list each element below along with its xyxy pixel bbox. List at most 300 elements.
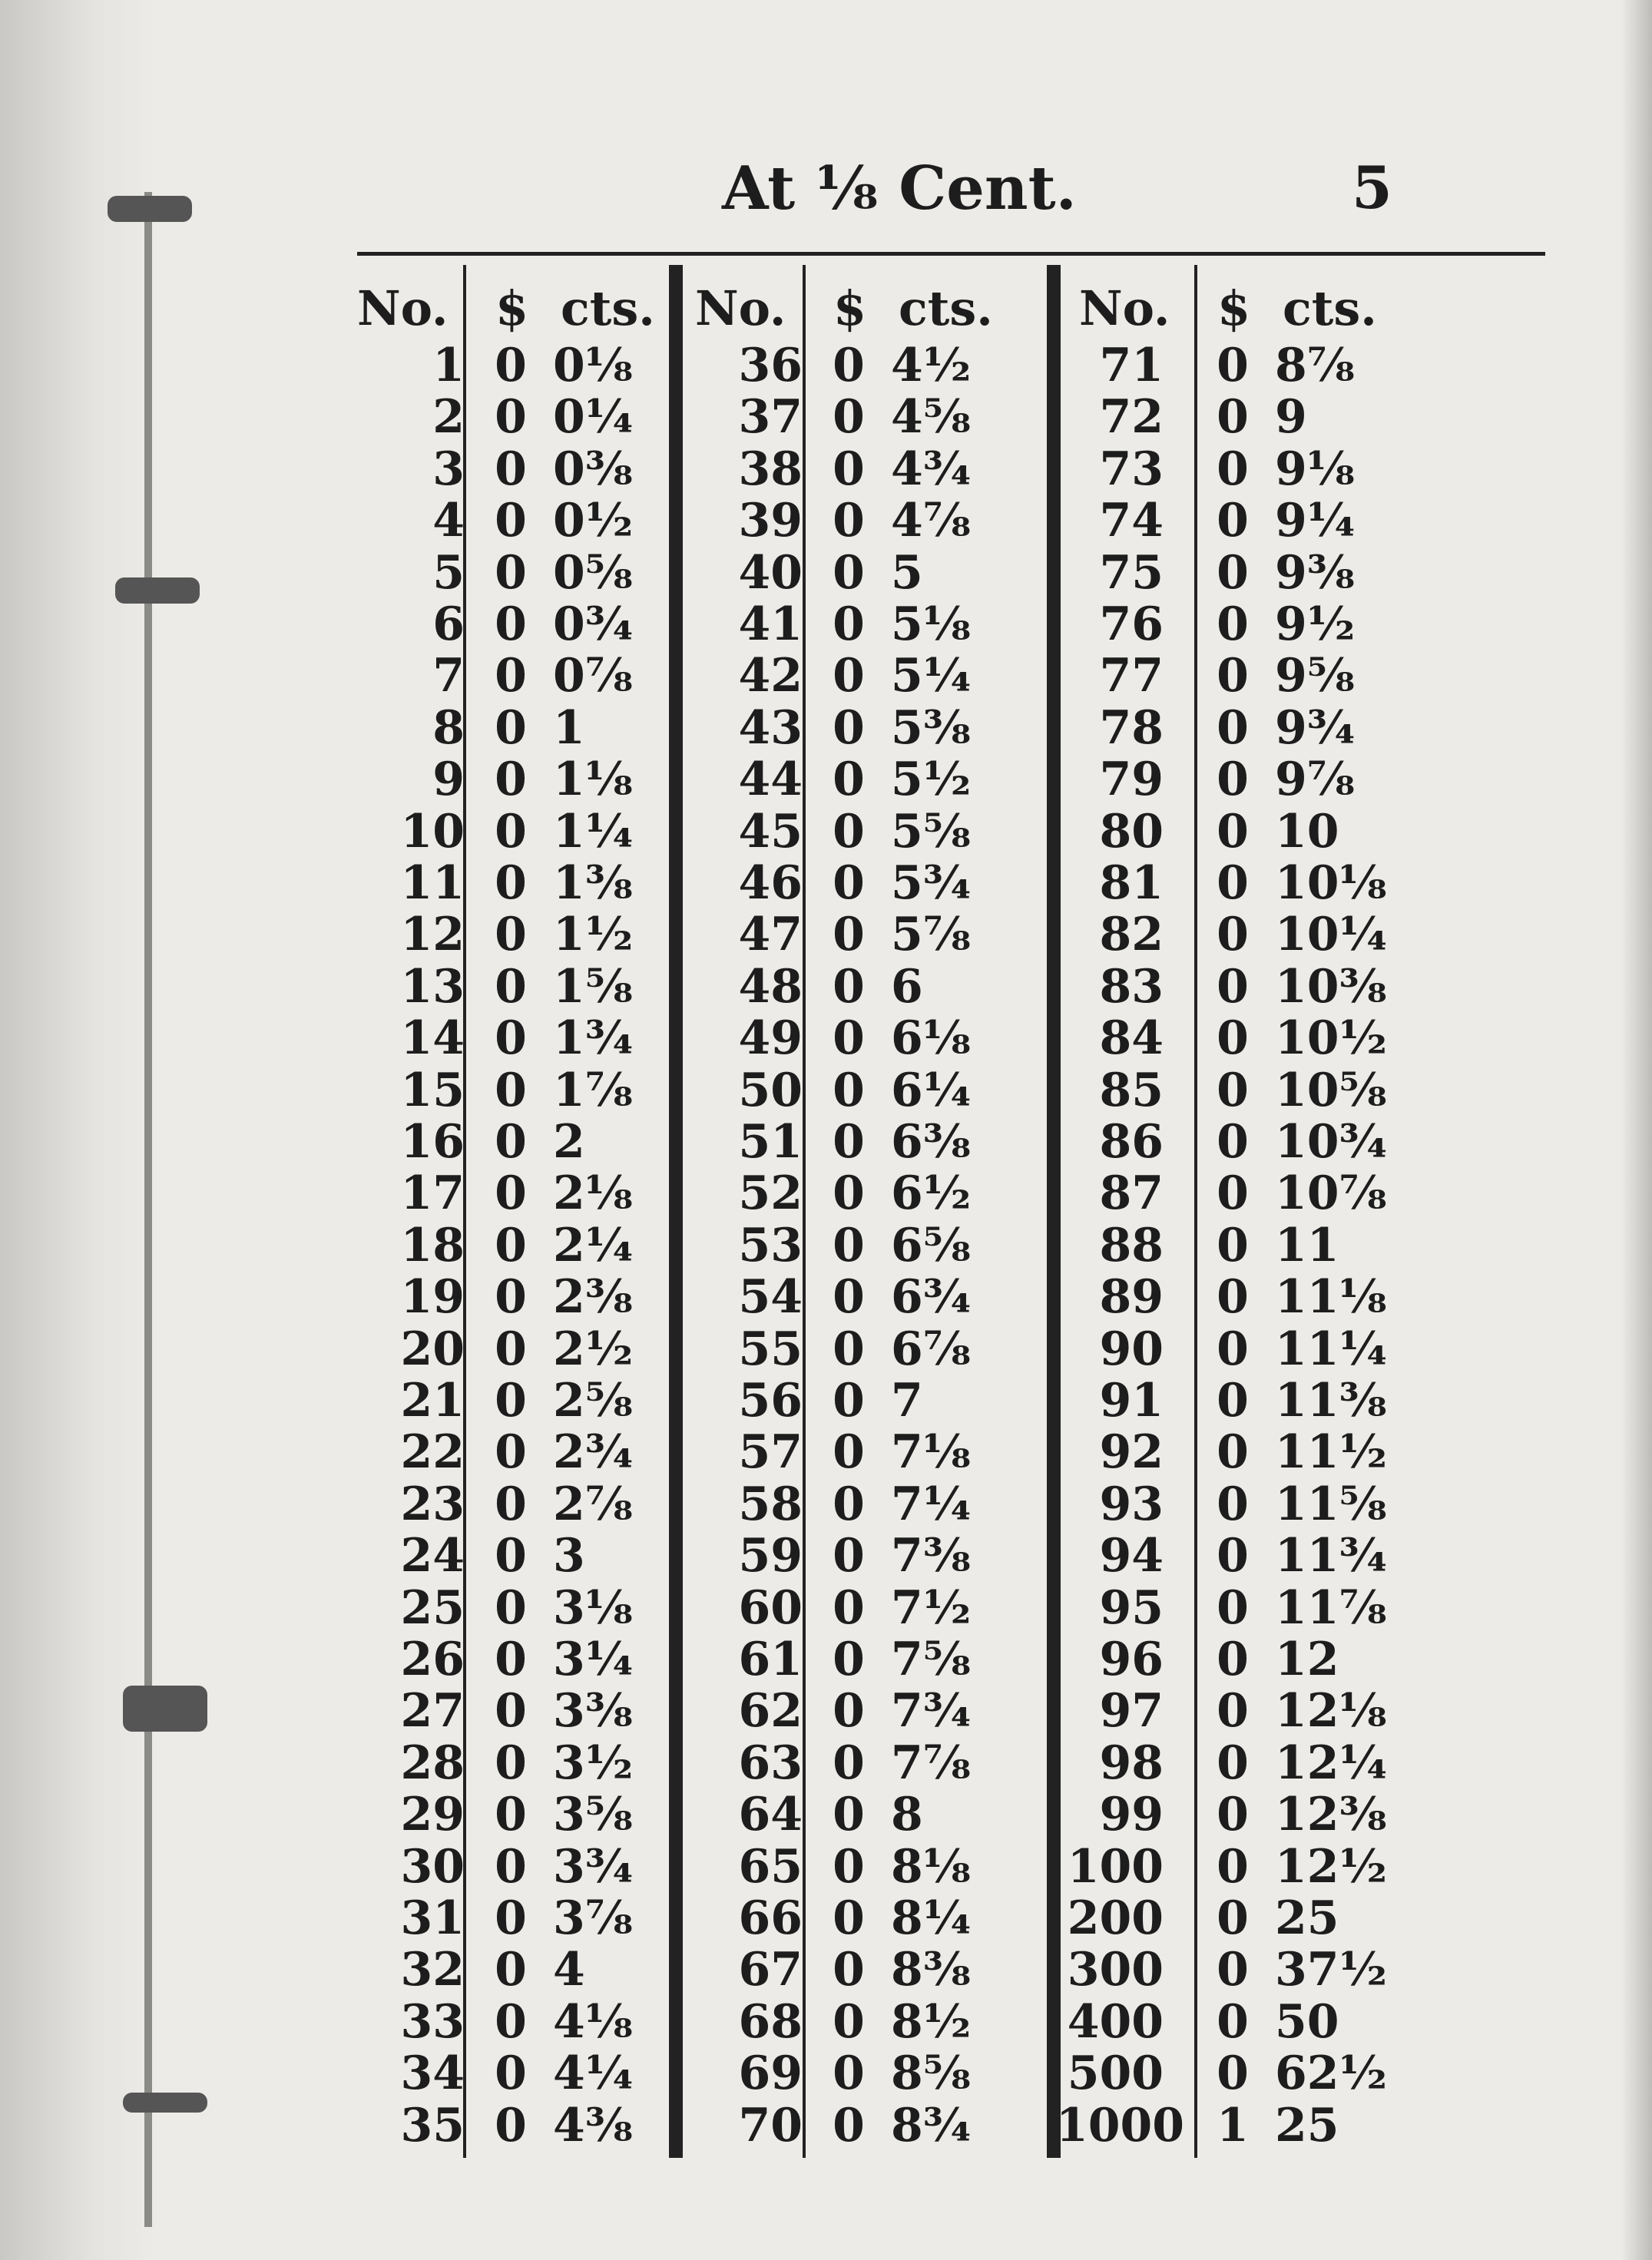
dollars-cell: 0 bbox=[495, 1218, 527, 1272]
table-row bbox=[357, 1479, 1545, 1530]
quantity-cell: 13 bbox=[400, 959, 465, 1014]
cents-cell: 25 bbox=[1275, 1891, 1339, 1945]
dollars-cell: 0 bbox=[833, 700, 865, 755]
dollars-cell: 0 bbox=[495, 1425, 527, 1480]
dollars-cell: 0 bbox=[1217, 1839, 1249, 1894]
cents-cell: 2⅛ bbox=[553, 1166, 633, 1221]
quantity-cell: 93 bbox=[1099, 1477, 1164, 1531]
quantity-cell: 54 bbox=[738, 1270, 803, 1325]
cents-cell: 10⅝ bbox=[1275, 1063, 1387, 1117]
cents-cell: 12 bbox=[1275, 1633, 1339, 1686]
cents-cell: 10 bbox=[1275, 804, 1339, 859]
dollars-cell: 0 bbox=[1217, 1374, 1249, 1428]
cents-cell: 62½ bbox=[1275, 2047, 1388, 2101]
cents-cell: 9⅞ bbox=[1275, 753, 1355, 807]
book-page bbox=[154, 0, 1621, 2260]
cents-cell: 3 bbox=[553, 1529, 585, 1583]
dollars-cell: 0 bbox=[495, 1477, 527, 1531]
cents-cell: 7½ bbox=[891, 1580, 972, 1635]
cents-cell: 0⅜ bbox=[553, 442, 633, 496]
table-row bbox=[357, 1634, 1545, 1686]
header-rule bbox=[357, 252, 1545, 256]
table-row bbox=[357, 1324, 1545, 1375]
cents-cell: 1⅝ bbox=[553, 959, 633, 1014]
dollars-cell: 0 bbox=[833, 1684, 865, 1739]
quantity-cell: 62 bbox=[738, 1684, 803, 1739]
cents-cell: 2⅜ bbox=[553, 1270, 633, 1325]
cents-cell: 9⅜ bbox=[1275, 545, 1355, 600]
cents-cell: 9⅛ bbox=[1275, 442, 1355, 496]
quantity-cell: 47 bbox=[738, 908, 803, 962]
quantity-cell: 95 bbox=[1099, 1580, 1164, 1635]
table-row bbox=[357, 1117, 1545, 1168]
cents-cell: 6⅞ bbox=[891, 1322, 971, 1376]
quantity-cell: 1 bbox=[432, 339, 465, 392]
dollars-cell: 0 bbox=[1217, 1891, 1249, 1945]
header-dollars: $ bbox=[495, 280, 529, 336]
dollars-cell: 0 bbox=[1217, 1322, 1249, 1376]
dollars-cell: 0 bbox=[833, 1529, 865, 1583]
quantity-cell: 82 bbox=[1099, 908, 1164, 962]
quantity-cell: 94 bbox=[1099, 1529, 1164, 1583]
table-row bbox=[357, 1530, 1545, 1582]
quantity-cell: 52 bbox=[738, 1166, 803, 1221]
table-row bbox=[357, 1065, 1545, 1117]
dollars-cell: 0 bbox=[833, 1580, 865, 1635]
dollars-cell: 0 bbox=[495, 1374, 527, 1428]
dollars-cell: 0 bbox=[833, 1943, 865, 1997]
dollars-cell: 0 bbox=[1217, 1166, 1249, 1221]
cents-cell: 3¾ bbox=[553, 1839, 634, 1894]
cents-cell: 8¾ bbox=[891, 2098, 972, 2152]
cents-cell: 2¾ bbox=[553, 1425, 634, 1480]
cents-cell: 12⅛ bbox=[1275, 1684, 1387, 1739]
cents-cell: 8⅛ bbox=[891, 1839, 971, 1894]
quantity-cell: 45 bbox=[738, 804, 803, 859]
dollars-cell: 0 bbox=[833, 1322, 865, 1376]
cents-cell: 2⅞ bbox=[553, 1477, 633, 1531]
dollars-cell: 0 bbox=[1217, 597, 1249, 651]
cents-cell: 11⅜ bbox=[1275, 1374, 1387, 1428]
cents-cell: 3½ bbox=[553, 1736, 634, 1790]
cents-cell: 11⅝ bbox=[1275, 1477, 1387, 1531]
dollars-cell: 0 bbox=[833, 1736, 865, 1790]
dollars-cell: 1 bbox=[1217, 2098, 1249, 2152]
dollars-cell: 0 bbox=[1217, 908, 1249, 962]
dollars-cell: 0 bbox=[833, 339, 865, 392]
quantity-cell: 19 bbox=[400, 1270, 465, 1325]
cents-cell: 9⅝ bbox=[1275, 649, 1355, 703]
header-cents: cts. bbox=[561, 280, 655, 336]
book-binding bbox=[0, 0, 154, 2260]
page-header bbox=[154, 154, 1390, 223]
table-row bbox=[357, 1893, 1545, 1944]
quantity-cell: 97 bbox=[1099, 1684, 1164, 1739]
quantity-cell: 55 bbox=[738, 1322, 803, 1376]
header-cents: cts. bbox=[1283, 280, 1377, 336]
dollars-cell: 0 bbox=[1217, 1788, 1249, 1842]
cents-cell: 6½ bbox=[891, 1166, 972, 1221]
dollars-cell: 0 bbox=[495, 1166, 527, 1221]
quantity-cell: 46 bbox=[738, 856, 803, 910]
dollars-cell: 0 bbox=[1217, 700, 1249, 755]
table-row bbox=[357, 1168, 1545, 1219]
dollars-cell: 0 bbox=[833, 1218, 865, 1272]
cents-cell: 8¼ bbox=[891, 1891, 972, 1945]
page-number: 5 bbox=[1352, 154, 1392, 222]
dollars-cell: 0 bbox=[495, 649, 527, 703]
quantity-cell: 40 bbox=[738, 545, 803, 600]
quantity-cell: 42 bbox=[738, 649, 803, 703]
cents-cell: 1½ bbox=[553, 908, 634, 962]
dollars-cell: 0 bbox=[495, 804, 527, 859]
quantity-cell: 500 bbox=[1067, 2047, 1164, 2101]
quantity-cell: 86 bbox=[1099, 1115, 1164, 1169]
cents-cell: 3⅜ bbox=[553, 1684, 633, 1739]
page-title: At ⅛ Cent. bbox=[722, 154, 1077, 223]
table-row bbox=[357, 1580, 1545, 1635]
quantity-cell: 50 bbox=[738, 1063, 803, 1117]
dollars-cell: 0 bbox=[495, 2047, 527, 2101]
dollars-cell: 0 bbox=[495, 1994, 527, 2049]
cents-cell: 4¾ bbox=[891, 442, 972, 496]
dollars-cell: 0 bbox=[833, 1994, 865, 2049]
cents-cell: 3⅞ bbox=[553, 1891, 633, 1945]
quantity-cell: 30 bbox=[400, 1839, 465, 1894]
quantity-cell: 9 bbox=[432, 753, 465, 807]
quantity-cell: 67 bbox=[738, 1943, 803, 1997]
cents-cell: 2⅝ bbox=[553, 1374, 633, 1428]
quantity-cell: 70 bbox=[738, 2098, 803, 2152]
cents-cell: 10¾ bbox=[1275, 1115, 1388, 1169]
header-no: No. bbox=[695, 280, 786, 336]
dollars-cell: 0 bbox=[1217, 753, 1249, 807]
quantity-cell: 69 bbox=[738, 2047, 803, 2101]
cents-cell: 2½ bbox=[553, 1322, 634, 1376]
quantity-cell: 56 bbox=[738, 1374, 803, 1428]
quantity-cell: 21 bbox=[400, 1374, 465, 1428]
cents-cell: 8⅞ bbox=[1275, 339, 1355, 392]
binding-thread bbox=[144, 192, 152, 2227]
quantity-cell: 23 bbox=[400, 1477, 465, 1531]
quantity-cell: 400 bbox=[1067, 1994, 1164, 2049]
dollars-cell: 0 bbox=[833, 1788, 865, 1842]
dollars-cell: 0 bbox=[495, 2098, 527, 2152]
quantity-cell: 53 bbox=[738, 1218, 803, 1272]
dollars-cell: 0 bbox=[1217, 494, 1249, 548]
dollars-cell: 0 bbox=[1217, 1529, 1249, 1583]
cents-cell: 12¼ bbox=[1275, 1736, 1388, 1790]
dollars-cell: 0 bbox=[495, 597, 527, 651]
cents-cell: 0⅞ bbox=[553, 649, 633, 703]
cents-cell: 5⅜ bbox=[891, 700, 971, 755]
dollars-cell: 0 bbox=[1217, 804, 1249, 859]
cents-cell: 4⅛ bbox=[553, 1994, 633, 2049]
dollars-cell: 0 bbox=[1217, 856, 1249, 910]
table-row bbox=[357, 650, 1545, 702]
quantity-cell: 20 bbox=[400, 1322, 465, 1376]
quantity-cell: 58 bbox=[738, 1477, 803, 1531]
quantity-cell: 98 bbox=[1099, 1736, 1164, 1790]
cents-cell: 12½ bbox=[1275, 1839, 1388, 1894]
cents-cell: 5⅛ bbox=[891, 597, 971, 651]
quantity-cell: 16 bbox=[400, 1115, 465, 1169]
quantity-cell: 7 bbox=[432, 649, 465, 703]
table-row bbox=[357, 495, 1545, 547]
quantity-cell: 85 bbox=[1099, 1063, 1164, 1117]
cents-cell: 6¾ bbox=[891, 1270, 972, 1325]
cents-cell: 4 bbox=[553, 1943, 585, 1997]
quantity-cell: 60 bbox=[738, 1580, 803, 1635]
dollars-cell: 0 bbox=[495, 1633, 527, 1686]
cents-cell: 10½ bbox=[1275, 1011, 1388, 1066]
dollars-cell: 0 bbox=[495, 390, 527, 445]
cents-cell: 3⅝ bbox=[553, 1788, 633, 1842]
quantity-cell: 39 bbox=[738, 494, 803, 548]
quantity-cell: 49 bbox=[738, 1011, 803, 1066]
table-row bbox=[357, 858, 1545, 909]
quantity-cell: 72 bbox=[1099, 390, 1164, 445]
header-dollars: $ bbox=[1217, 280, 1251, 336]
cents-cell: 10¼ bbox=[1275, 908, 1388, 962]
cents-cell: 8⅝ bbox=[891, 2047, 971, 2101]
dollars-cell: 0 bbox=[1217, 1736, 1249, 1790]
quantity-cell: 27 bbox=[400, 1684, 465, 1739]
dollars-cell: 0 bbox=[833, 597, 865, 651]
quantity-cell: 26 bbox=[400, 1633, 465, 1686]
quantity-cell: 90 bbox=[1099, 1322, 1164, 1376]
header-dollars: $ bbox=[833, 280, 867, 336]
quantity-cell: 34 bbox=[400, 2047, 465, 2101]
quantity-cell: 100 bbox=[1067, 1839, 1164, 1894]
dollars-cell: 0 bbox=[1217, 1270, 1249, 1325]
quantity-cell: 74 bbox=[1099, 494, 1164, 548]
cents-cell: 0⅛ bbox=[553, 339, 633, 392]
dollars-cell: 0 bbox=[495, 1839, 527, 1894]
quantity-cell: 8 bbox=[432, 700, 465, 755]
cents-cell: 7 bbox=[891, 1374, 923, 1428]
quantity-cell: 24 bbox=[400, 1529, 465, 1583]
cents-cell: 5 bbox=[891, 545, 923, 600]
cents-cell: 6⅛ bbox=[891, 1011, 971, 1066]
cents-cell: 1⅛ bbox=[553, 753, 633, 807]
price-table bbox=[357, 265, 1545, 2162]
quantity-cell: 87 bbox=[1099, 1166, 1164, 1221]
dollars-cell: 0 bbox=[1217, 545, 1249, 600]
dollars-cell: 0 bbox=[833, 753, 865, 807]
quantity-cell: 48 bbox=[738, 959, 803, 1014]
cents-cell: 7¾ bbox=[891, 1684, 972, 1739]
dollars-cell: 0 bbox=[495, 1580, 527, 1635]
cents-cell: 9 bbox=[1275, 390, 1307, 445]
cents-cell: 3⅛ bbox=[553, 1580, 633, 1635]
quantity-cell: 66 bbox=[738, 1891, 803, 1945]
cents-cell: 7⅜ bbox=[891, 1529, 971, 1583]
quantity-cell: 63 bbox=[738, 1736, 803, 1790]
cents-cell: 1 bbox=[553, 700, 585, 755]
table-row bbox=[357, 2048, 1545, 2100]
cents-cell: 6 bbox=[891, 959, 923, 1014]
dollars-cell: 0 bbox=[1217, 339, 1249, 392]
dollars-cell: 0 bbox=[495, 700, 527, 755]
quantity-cell: 57 bbox=[738, 1425, 803, 1480]
dollars-cell: 0 bbox=[495, 1270, 527, 1325]
cents-cell: 10⅞ bbox=[1275, 1166, 1387, 1221]
table-row bbox=[357, 700, 1545, 755]
cents-cell: 11½ bbox=[1275, 1425, 1388, 1480]
cents-cell: 1¼ bbox=[553, 804, 634, 859]
table-row bbox=[357, 1789, 1545, 1841]
quantity-cell: 200 bbox=[1067, 1891, 1164, 1945]
cents-cell: 37½ bbox=[1275, 1943, 1388, 1997]
quantity-cell: 71 bbox=[1099, 339, 1164, 392]
quantity-cell: 36 bbox=[738, 339, 803, 392]
quantity-cell: 17 bbox=[400, 1166, 465, 1221]
cents-cell: 0¾ bbox=[553, 597, 634, 651]
table-row bbox=[357, 444, 1545, 495]
cents-cell: 1¾ bbox=[553, 1011, 634, 1066]
cents-cell: 0½ bbox=[553, 494, 634, 548]
dollars-cell: 0 bbox=[495, 1011, 527, 1066]
cents-cell: 5⅝ bbox=[891, 804, 971, 859]
quantity-cell: 3 bbox=[432, 442, 465, 496]
dollars-cell: 0 bbox=[495, 1788, 527, 1842]
cents-cell: 7⅞ bbox=[891, 1736, 971, 1790]
quantity-cell: 300 bbox=[1067, 1943, 1164, 1997]
dollars-cell: 0 bbox=[495, 494, 527, 548]
dollars-cell: 0 bbox=[833, 545, 865, 600]
cents-cell: 50 bbox=[1275, 1994, 1339, 2049]
quantity-cell: 37 bbox=[738, 390, 803, 445]
quantity-cell: 25 bbox=[400, 1580, 465, 1635]
cents-cell: 11 bbox=[1275, 1218, 1339, 1272]
dollars-cell: 0 bbox=[495, 1322, 527, 1376]
cents-cell: 9¾ bbox=[1275, 700, 1356, 755]
page-edge-shadow bbox=[1621, 0, 1652, 2260]
table-row bbox=[357, 754, 1545, 806]
table-row bbox=[357, 1738, 1545, 1789]
table-row bbox=[357, 1841, 1545, 1893]
dollars-cell: 0 bbox=[1217, 1115, 1249, 1169]
dollars-cell: 0 bbox=[833, 804, 865, 859]
dollars-cell: 0 bbox=[1217, 959, 1249, 1014]
quantity-cell: 10 bbox=[400, 804, 465, 859]
quantity-cell: 80 bbox=[1099, 804, 1164, 859]
cents-cell: 10⅛ bbox=[1275, 856, 1387, 910]
quantity-cell: 88 bbox=[1099, 1218, 1164, 1272]
cents-cell: 4⅞ bbox=[891, 494, 971, 548]
quantity-cell: 6 bbox=[432, 597, 465, 651]
quantity-cell: 91 bbox=[1099, 1374, 1164, 1428]
dollars-cell: 0 bbox=[495, 959, 527, 1014]
quantity-cell: 75 bbox=[1099, 545, 1164, 600]
dollars-cell: 0 bbox=[833, 2047, 865, 2101]
quantity-cell: 89 bbox=[1099, 1270, 1164, 1325]
quantity-cell: 92 bbox=[1099, 1425, 1164, 1480]
quantity-cell: 29 bbox=[400, 1788, 465, 1842]
cents-cell: 8 bbox=[891, 1788, 923, 1842]
cents-cell: 5¾ bbox=[891, 856, 972, 910]
cents-cell: 5¼ bbox=[891, 649, 972, 703]
cents-cell: 7¼ bbox=[891, 1477, 972, 1531]
quantity-cell: 61 bbox=[738, 1633, 803, 1686]
table-row bbox=[357, 1686, 1545, 1737]
dollars-cell: 0 bbox=[833, 442, 865, 496]
dollars-cell: 0 bbox=[495, 1063, 527, 1117]
dollars-cell: 0 bbox=[1217, 1580, 1249, 1635]
dollars-cell: 0 bbox=[833, 1374, 865, 1428]
dollars-cell: 0 bbox=[495, 339, 527, 392]
dollars-cell: 0 bbox=[495, 442, 527, 496]
cents-cell: 8½ bbox=[891, 1994, 972, 2049]
dollars-cell: 0 bbox=[833, 390, 865, 445]
quantity-cell: 76 bbox=[1099, 597, 1164, 651]
quantity-cell: 64 bbox=[738, 1788, 803, 1842]
quantity-cell: 18 bbox=[400, 1218, 465, 1272]
cents-cell: 8⅜ bbox=[891, 1943, 971, 1997]
table-row bbox=[357, 2100, 1545, 2152]
table-row bbox=[357, 1220, 1545, 1272]
quantity-cell: 22 bbox=[400, 1425, 465, 1480]
table-row bbox=[357, 545, 1545, 600]
header-cents: cts. bbox=[899, 280, 993, 336]
cents-cell: 1⅜ bbox=[553, 856, 633, 910]
cents-cell: 4¼ bbox=[553, 2047, 634, 2101]
cents-cell: 4½ bbox=[891, 339, 972, 392]
dollars-cell: 0 bbox=[833, 2098, 865, 2152]
quantity-cell: 32 bbox=[400, 1943, 465, 1997]
quantity-cell: 79 bbox=[1099, 753, 1164, 807]
dollars-cell: 0 bbox=[833, 494, 865, 548]
quantity-cell: 41 bbox=[738, 597, 803, 651]
dollars-cell: 0 bbox=[495, 1943, 527, 1997]
dollars-cell: 0 bbox=[1217, 1943, 1249, 1997]
table-row bbox=[357, 1994, 1545, 2049]
cents-cell: 9½ bbox=[1275, 597, 1356, 651]
quantity-cell: 31 bbox=[400, 1891, 465, 1945]
cents-cell: 2¼ bbox=[553, 1218, 634, 1272]
dollars-cell: 0 bbox=[495, 1684, 527, 1739]
cents-cell: 6⅜ bbox=[891, 1115, 971, 1169]
quantity-cell: 38 bbox=[738, 442, 803, 496]
quantity-cell: 84 bbox=[1099, 1011, 1164, 1066]
quantity-cell: 43 bbox=[738, 700, 803, 755]
quantity-cell: 73 bbox=[1099, 442, 1164, 496]
quantity-cell: 44 bbox=[738, 753, 803, 807]
quantity-cell: 15 bbox=[400, 1063, 465, 1117]
dollars-cell: 0 bbox=[833, 1270, 865, 1325]
dollars-cell: 0 bbox=[833, 856, 865, 910]
dollars-cell: 0 bbox=[833, 1115, 865, 1169]
dollars-cell: 0 bbox=[833, 1477, 865, 1531]
dollars-cell: 0 bbox=[833, 1063, 865, 1117]
table-row bbox=[357, 1272, 1545, 1323]
dollars-cell: 0 bbox=[833, 1891, 865, 1945]
quantity-cell: 35 bbox=[400, 2098, 465, 2152]
cents-cell: 10⅜ bbox=[1275, 959, 1387, 1014]
quantity-cell: 59 bbox=[738, 1529, 803, 1583]
cents-cell: 0⅝ bbox=[553, 545, 633, 600]
cents-cell: 11¾ bbox=[1275, 1529, 1388, 1583]
dollars-cell: 0 bbox=[495, 1529, 527, 1583]
dollars-cell: 0 bbox=[1217, 1063, 1249, 1117]
cents-cell: 5½ bbox=[891, 753, 972, 807]
cents-cell: 2 bbox=[553, 1115, 585, 1169]
header-no: No. bbox=[357, 280, 449, 336]
dollars-cell: 0 bbox=[495, 1736, 527, 1790]
cents-cell: 4⅜ bbox=[553, 2098, 633, 2152]
quantity-cell: 99 bbox=[1099, 1788, 1164, 1842]
